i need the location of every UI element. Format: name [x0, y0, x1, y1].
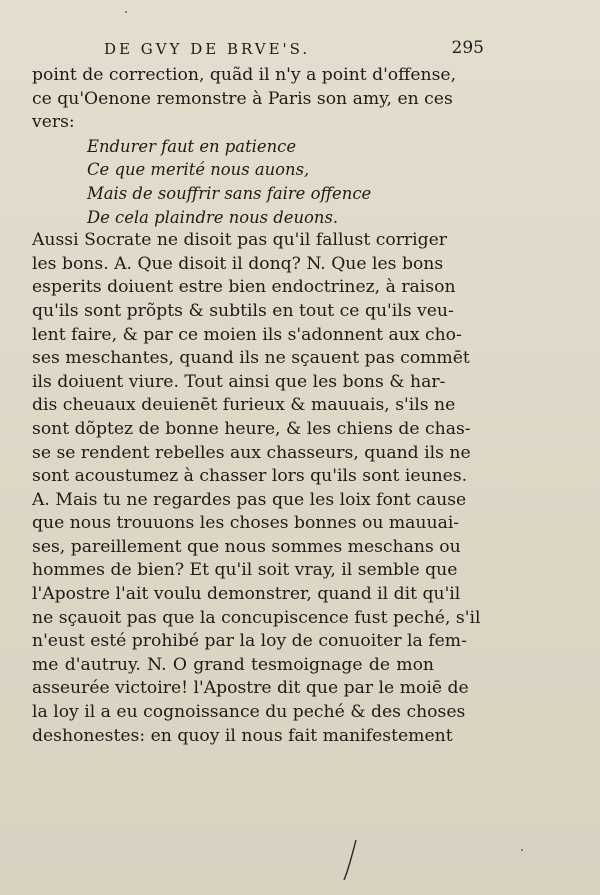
text-line: ses meschantes, quand ils ne sçauent pas commēt [32, 348, 470, 369]
text-line: les bons. A. Que disoit il donq? N. Que les bons [32, 253, 444, 274]
text-line: ce qu'Oenone remonstre à Paris son amy, en ces [32, 88, 453, 109]
text-line: ne sçauoit pas que la concupiscence fust peché, s'il [32, 607, 481, 628]
speck-mark [125, 11, 127, 13]
text-line: ses, pareillement que nous sommes meschans ou [32, 536, 461, 557]
text-line: l'Apostre l'ait voulu demonstrer, quand il dit qu'il [32, 584, 461, 605]
text-line: dis cheuaux deuienēt furieux & mauuais, s'ils ne [32, 395, 456, 416]
text-line: n'eust esté prohibé par la loy de conuoiter la fem- [32, 631, 467, 652]
text-line: vers: [32, 112, 75, 133]
text-line: la loy il a eu cognoissance du peché & des choses [32, 702, 466, 723]
text-line: me d'autruy. N. O grand tesmoignage de mon [32, 654, 434, 675]
text-line: hommes de bien? Et qu'il soit vray, il semble que [32, 560, 458, 581]
page-number: 295 [451, 38, 484, 58]
text-line: deshonestes: en quoy il nous fait manifestement [32, 725, 453, 746]
verse-line: Mais de souffrir sans faire offence [87, 183, 372, 203]
text-line: asseurée victoire! l'Apostre dit que par le moiē de [32, 678, 469, 699]
text-line: sont acoustumez à chasser lors qu'ils sont ieunes. [32, 466, 468, 487]
verse-line: Ce que merité nous auons, [87, 160, 310, 180]
ink-stroke-mark [344, 840, 356, 880]
text-line: sont dõptez de bonne heure, & les chiens de chas- [32, 418, 471, 439]
speck-mark [521, 849, 523, 851]
text-line: esperits doiuent estre bien endoctrinez, à raison [32, 277, 456, 298]
text-line: A. Mais tu ne regardes pas que les loix font cause [32, 489, 467, 510]
text-line: ils doiuent viure. Tout ainsi que les bons & har- [32, 371, 446, 392]
text-line: Aussi Socrate ne disoit pas qu'il fallust corriger [32, 230, 448, 251]
text-block [32, 64, 481, 748]
text-line: se se rendent rebelles aux chasseurs, quand ils ne [32, 442, 471, 463]
text-line: qu'ils sont prõpts & subtils en tout ce qu'ils veu- [32, 300, 454, 321]
text-line: que nous trouuons les choses bonnes ou mauuai- [32, 513, 460, 534]
text-line: lent faire, & par ce moien ils s'adonnent aux cho- [32, 324, 462, 345]
running-head: DE GVY DE BRVE'S. [104, 40, 311, 58]
verse-line: De cela plaindre nous deuons. [87, 207, 339, 227]
text-line: point de correction, quãd il n'y a point d'offense, [32, 65, 457, 85]
verse-line: Endurer faut en patience [87, 136, 297, 156]
